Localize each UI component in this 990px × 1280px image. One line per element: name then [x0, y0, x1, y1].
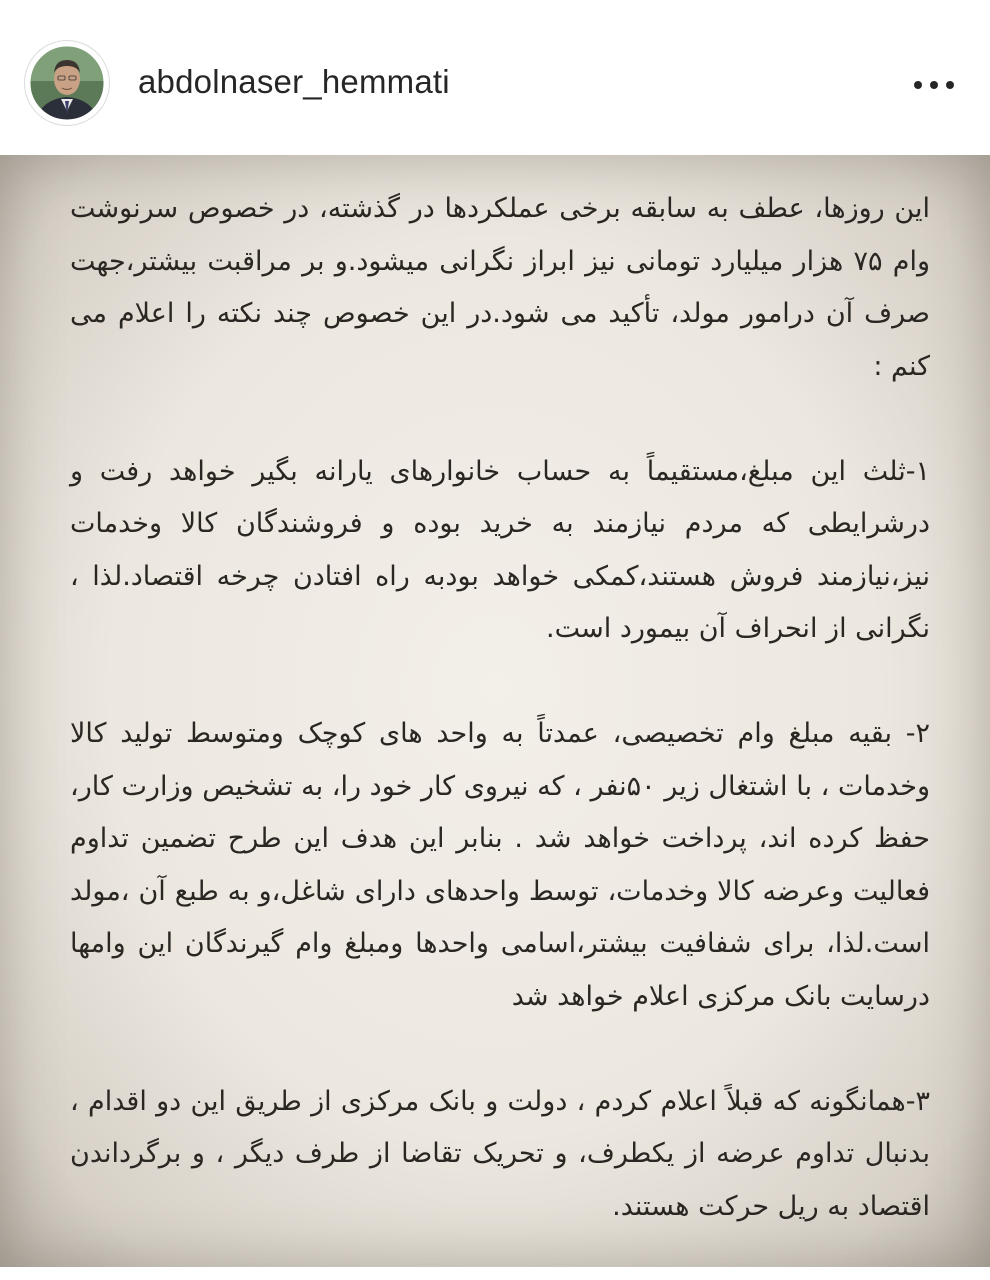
bottom-divider — [0, 1267, 990, 1280]
paragraph-point-2: ۲- بقیه مبلغ وام تخصیصی، عمدتاً به واحد های کوچک ومتوسط تولید کالا وخدمات ، با اشتغال زیر ۵۰نفر ، که نیروی کار خود را، به تشخیص وزارت کار، حفظ کرده اند، پرداخت خواهد شد . بنابر این هدف این طرح تضمین تداوم فعالیت وعرضه کالا وخدمات، توسط واحدهای دارای شاغل،و به طبع آن ،مولد است.لذا، برای شفافیت بیشتر،اسامی واحدها ومبلغ وام گیرندگان این وامها درسایت بانک مرکزی اعلام خواهد شد — [70, 718, 931, 1012]
more-options-icon — [946, 81, 954, 89]
post-text-body — [70, 183, 930, 1233]
more-options-icon — [930, 81, 938, 89]
paragraph-point-1: ۱-ثلث این مبلغ،مستقیماً به حساب خانوارهای یارانه بگیر خواهد رفت و درشرایطی که مردم نیازمند به خرید بوده و فروشندگان کالا وخدمات نیز،نیازمند فروش هستند،کمکی خواهد بودبه راه افتادن چرخه اقتصاد.لذا ، نگرانی از انحراف آن بیمورد است. — [70, 455, 930, 644]
avatar[interactable] — [24, 40, 110, 126]
post-header — [0, 0, 990, 155]
paragraph-point-3: ۳-همانگونه که قبلاً اعلام کردم ، دولت و بانک مرکزی از طریق این دو اقدام ، بدنبال تداوم عرضه از یکطرف، و تحریک تقاضا از طرف دیگر ، و برگرداندن اقتصاد به ریل حرکت هستند. — [70, 1085, 930, 1222]
profile-photo-icon — [25, 41, 109, 125]
username-link[interactable]: abdolnaser_hemmati — [138, 63, 450, 100]
post-image[interactable] — [0, 155, 990, 1267]
paragraph-intro: این روزها، عطف به سابقه برخی عملکردها در گذشته، در خصوص سرنوشت وام ۷۵ هزار میلیارد تومانی نیز ابراز نگرانی میشود.و بر مراقبت بیشتر،جهت صرف آن درامور مولد، تأکید می شود.در این خصوص چند نکته را اعلام می کنم : — [70, 193, 930, 382]
more-options-icon — [914, 81, 922, 89]
more-options-button[interactable] — [912, 66, 956, 102]
